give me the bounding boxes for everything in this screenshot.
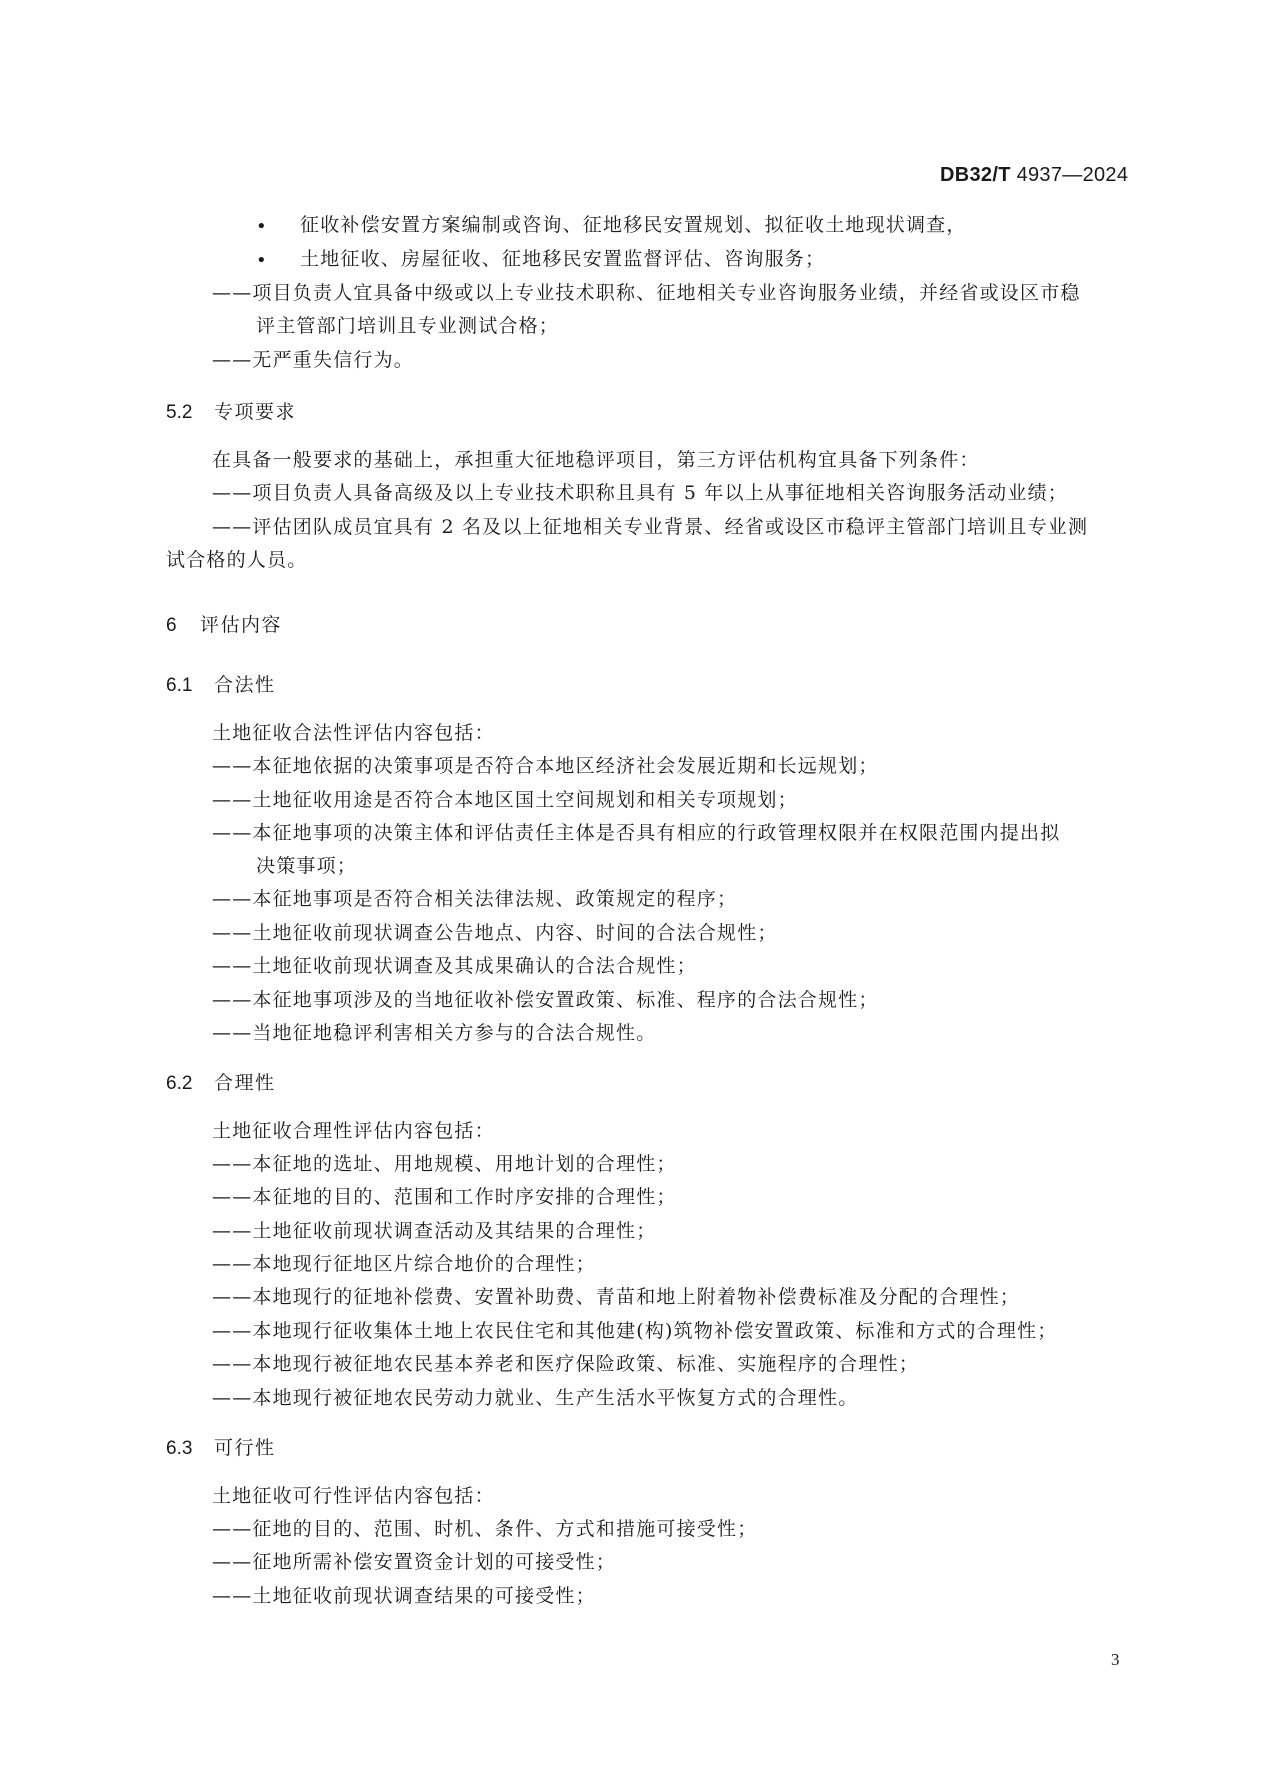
section-heading-5-2 (166, 397, 296, 424)
paragraph: 在具备一般要求的基础上，承担重大征地稳评项目，第三方评估机构宜具备下列条件： (212, 449, 980, 471)
list-item: ——本征地的选址、用地规模、用地计划的合理性； (212, 1153, 677, 1175)
list-item: ——本地现行征地区片综合地价的合理性； (212, 1253, 596, 1275)
list-item-continuation: 评主管部门培训且专业测试合格； (256, 315, 560, 337)
bullet-item: 征收补偿安置方案编制或咨询、征地移民安置规划、拟征收土地现状调查， (300, 214, 967, 236)
section-title: 专项要求 (214, 401, 297, 423)
section-title: 可行性 (214, 1437, 276, 1459)
list-item: ——本征地依据的决策事项是否符合本地区经济社会发展近期和长远规划； (212, 755, 879, 777)
document-code-prefix: DB32/T (940, 164, 1011, 186)
paragraph: 土地征收合法性评估内容包括： (212, 722, 495, 744)
paragraph: 土地征收合理性评估内容包括： (212, 1120, 495, 1142)
section-heading-6-2 (166, 1068, 276, 1095)
section-heading-6-3 (166, 1433, 276, 1460)
document-code (940, 164, 1128, 187)
section-number: 6 (166, 615, 177, 636)
section-number: 6.2 (166, 1073, 193, 1094)
section-number: 6.3 (166, 1438, 193, 1459)
section-title: 合法性 (214, 674, 276, 696)
list-item: ——本地现行的征地补偿费、安置补助费、青苗和地上附着物补偿费标准及分配的合理性； (212, 1286, 1021, 1308)
list-item-continuation: 决策事项； (256, 855, 358, 877)
bullet-icon: • (256, 250, 267, 271)
list-item: ——本征地事项是否符合相关法律法规、政策规定的程序； (212, 888, 738, 910)
list-item: ——土地征收前现状调查公告地点、内容、时间的合法合规性； (212, 922, 778, 944)
bullet-item: 土地征收、房屋征收、征地移民安置监督评估、咨询服务； (300, 248, 826, 270)
list-item: ——项目负责人宜具备中级或以上专业技术职称、征地相关专业咨询服务业绩，并经省或设区市稳 (212, 282, 1081, 304)
list-item: ——本征地的目的、范围和工作时序安排的合理性； (212, 1186, 677, 1208)
list-item: ——当地征地稳评利害相关方参与的合法合规性。 (212, 1022, 657, 1044)
list-item: ——本地现行征收集体土地上农民住宅和其他建(构)筑物补偿安置政策、标准和方式的合理性； (212, 1320, 1058, 1342)
section-number: 6.1 (166, 675, 193, 696)
section-heading-6-1 (166, 670, 276, 697)
bullet-icon: • (256, 216, 267, 237)
list-item-continuation: 试合格的人员。 (166, 549, 308, 571)
list-item: ——土地征收前现状调查及其成果确认的合法合规性； (212, 955, 697, 977)
list-item: ——无严重失信行为。 (212, 349, 415, 371)
section-title: 评估内容 (200, 614, 283, 636)
list-item: ——征地的目的、范围、时机、条件、方式和措施可接受性； (212, 1518, 758, 1540)
list-item: ——本征地事项涉及的当地征收补偿安置政策、标准、程序的合法合规性； (212, 989, 879, 1011)
section-title: 合理性 (214, 1072, 276, 1094)
document-code-number: 4937—2024 (1016, 164, 1129, 186)
list-item: ——项目负责人具备高级及以上专业技术职称且具有 5 年以上从事征地相关咨询服务活动业绩； (212, 482, 1068, 504)
list-item: ——土地征收前现状调查结果的可接受性； (212, 1585, 596, 1607)
list-item: ——土地征收用途是否符合本地区国土空间规划和相关专项规划； (212, 789, 798, 811)
list-item: ——本地现行被征地农民劳动力就业、生产生活水平恢复方式的合理性。 (212, 1387, 859, 1409)
paragraph: 土地征收可行性评估内容包括： (212, 1485, 495, 1507)
list-item: ——土地征收前现状调查活动及其结果的合理性； (212, 1220, 657, 1242)
list-item: ——征地所需补偿安置资金计划的可接受性； (212, 1551, 617, 1573)
section-number: 5.2 (166, 402, 193, 423)
list-item: ——本地现行被征地农民基本养老和医疗保险政策、标准、实施程序的合理性； (212, 1353, 920, 1375)
page-number: 3 (1111, 1650, 1120, 1669)
list-item: ——本征地事项的决策主体和评估责任主体是否具有相应的行政管理权限并在权限范围内提出拟 (212, 822, 1061, 844)
section-heading-6 (166, 610, 282, 637)
list-item: ——评估团队成员宜具有 2 名及以上征地相关专业背景、经省或设区市稳评主管部门培训且专业测 (212, 516, 1089, 538)
